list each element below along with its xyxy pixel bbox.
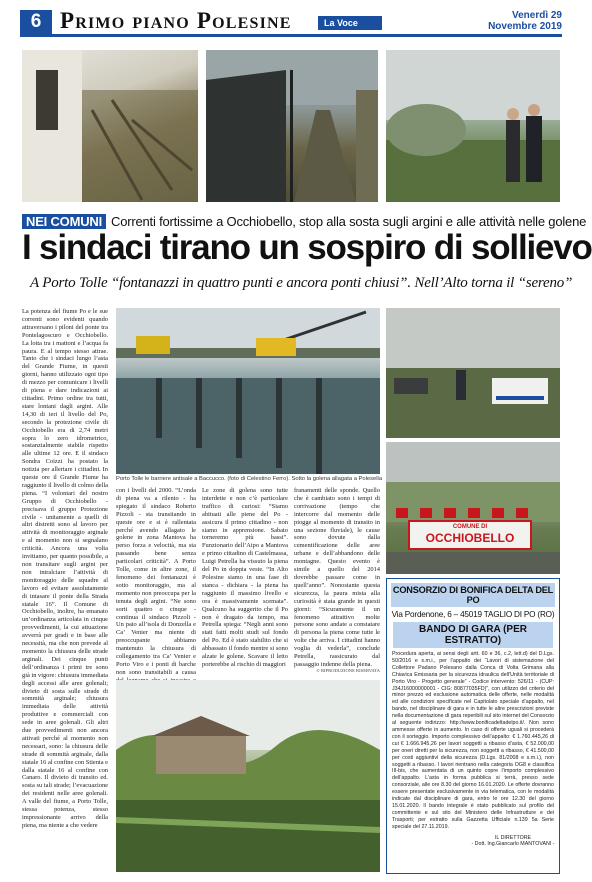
issue-date: [488, 10, 562, 32]
date-month: Novembre 2019: [488, 21, 562, 32]
section-title: Primo piano Polesine: [60, 8, 292, 33]
photo-sign-illustration: [386, 442, 560, 574]
kicker-text: Correnti fortissime a Occhiobello, stop alla sosta sugli argini e alle attività nelle golene: [111, 214, 587, 229]
article-kicker: [22, 214, 587, 229]
ad-address: Via Pordenone, 6 – 45019 TAGLIO DI PO (RO): [391, 610, 555, 619]
page-number: 6: [20, 10, 52, 34]
article-headline: I sindaci tirano un sospiro di sollievo: [22, 228, 592, 267]
page-header: [0, 0, 580, 50]
copyright-credit: © RIPRODUZIONE RISERVATA: [316, 668, 380, 673]
article-column-3: Le zone di golena sono tutte interdette e non c’è particolare traffico di curiosi: “Siamo abituati alle piene del Po - assicura il primo cittadino - non siamo in apprensione. Sabato torneremo più bassi”. Funzionario dell’Aipo a Mantova e primo cittadino di Castelmassa, Luigi Petrella ha vissuto la piena del Po in doppia veste. “In Alto Polesine siamo in una fase di stanca - dichiara - la piena ha raggiunto il massimo livello e ora è massivamente scemata”. Qualcuno ha suggerito che il Po non è dragato da tempo, ma Petrella spiega: “Negli anni sono stati fatti molti studi sul fondo del Po. Ed è stato stabilito che si abbassato il fondo mentre si sono alzate le golene. Scavare il letto porterebbe al rischio di maggiori: [202, 487, 288, 668]
photo-occhiobello-sign: [386, 442, 560, 574]
ad-title: CONSORZIO DI BONIFICA DELTA DEL PO: [392, 585, 554, 605]
newspaper-logo: La Voce: [318, 16, 382, 30]
ad-body: Procedura aperta, ai sensi degli artt. 60 e 36, c.2, lett.d) del D.Lgs. 50/2016 e s.m.i., per l’appalto dei “Lavori di sistemazione del Collettore Padano Polesano dalla Conca di Volta Grimana alla Chiavica Emissaria per la sicurezza idraulica dell’Unità territoriale di Porto Viro - Progetto generale” - Codice intervento: 526/11 - (CUP: J34J16000000001 - CIG: 80877035FD)”, con utilizzo del criterio del minor prezzo ed esclusione automatica delle offerte, nelle modalità ed alle condizioni specificate nel Capitolato speciale d’appalto, nel bando, nel disciplinare di gara e in tutte le altre prescrizioni previste nella documentazione di gara reperibili sul sito internet del Consorzio al seguente indirizzo: http://www.bonificadeltadelpo.it/. Non sono ammesse offerte in aumento. In caso di offerte uguali si procederà con il sorteggio. Importo complessivo dell’appalto: € 1.760.445,26 di cui € 1.666.945,26 per lavori soggetti a ribasso d’asta, € 52.000,00 per oneri diretti per la sicurezza, non soggetti a ribasso, € 41.500,00 per costi aggiuntivi della sicurezza (D.Lgs. 81/2008 e s.m.i.), non soggetti a ribasso. I lavori rientrano nella categoria OG8 e classifica III-bis, che aumentata di un quinto copre l’importo complessivo dell’appalto. L’asta in forma pubblica si terrà, presso sede consorziale, alle ore 8.30 del giorno 16.01.2020. Le offerte dovranno essere presentate esclusivamente in via telematica, con le modalità indicate dal disciplinare di gara, entro le ore 12.30 del giorno 15.01.2020. Il bando integrale è stato pubblicato sul profilo del committente e sul sito del Ministero delle Infrastrutture e dei Trasporti; per estratto sulla Gazzetta Ufficiale n.139 5a Serie speciale del 27.11.2019.: [392, 651, 554, 830]
ad-signature-name: - Dott. Ing.Giancarlo MANTOVANI -: [471, 840, 555, 847]
kicker-tag: NEI COMUNI: [22, 214, 106, 229]
town-sign-line2: OCCHIOBELLO: [425, 531, 515, 545]
header-rule: [20, 34, 562, 37]
article-column-1: La potenza del fiume Po e le sue correnti sono evidenti quando attraversano i piloni del ponte tra Pontelagoscuro e Occhiobello. La lotta tra i mattoni e l’acqua fa paura. E al tempo stesso attrae. Tanto che i sindaci lungo l’asta del Grande Fiume, in questi giorni, hanno utilizzato ogni tipo di mezzo per comunicare i livelli di piena e dare indicazioni ai cittadini. Primo ordine tra tutti, stare lontani dagli argini. Alle 14,30 di ieri il livello del Po, secondo la protezione civile di Occhiobello era di 2,74 metri sopra lo zero idrometrico, sostanzialmente stabile rispetto alle ultime 12 ore. E il sindaco Sondra Coizzi ha postato la notizia per allertare i cittadini. In queste ore il Grande Fiume ha raggiunto il livello di colmo della piena. “I volontari del nostro Gruppo di Occhiobello - precisava il gruppo Protezione civile - unitamente a quelli di altri distretti sono al lavoro per attività di monitoraggio arginale e al momento non si segnalano criticità. Ancora una volta invitiamo, per quanto possibile, a non transitare sugli argini per non intralciare l’attività di monitoraggio delle squadre al lavoro ed evitare assolutamente di intasare il ponte della Strada statale 16”. Il Comune di Occhiobello, inoltre, ha emanato un’ordinanza articolata in cinque provvedimenti, la cui attuazione avverrà per gradi e in base alle necessità, ma che non prevede al momento la chiusura delle strade arginali. Dei cinque punti dell’ordinanza i primi tre sono già in vigore: chiusura immediata degli accessi alle aree golenali; divieto di sosta sulle strade di sommità arginale; chiusura immediata delle attività produttive e commerciali con sede in aree golenali. Gli altri due provvedimenti non ancora attivati perché al momento non necessari, sono: la chiusura delle strade di sommità arginale, dalla statale 16 al confine con Stienta e dalla statale 16 al confine con Canaro. Il divieto di transito ed. sosta su tali strade; l’evacuazione dei residenti nelle aree golenali. A valle del fiume, a Porto Tolle, stessa potenza, stesso impressionante arrivo della piena, ma niente a che vedere: [22, 308, 108, 829]
photo-golena-illustration: [116, 680, 380, 872]
article-column-2: con i livelli del 2000. “L’onda di piena va a rilento - ha spiegato il sindaco Roberto Pizzoli - sta transitando in queste ore e si è rallentata perché avendo allagato le golene in zona Mantova ha perso forza e velocità, ma sta passando bene senza particolari criticità”. A Porto Tolle, come in altre zone, il fenomeno dei fontanazzi è sotto monitoraggio, ma al momento non preoccupa per la tenuta degli argini. “Ne sono sorti quattro o cinque - continua il sindaco Pizzoli - Un paio all’isola di Donzella e Ca’ Venier ma niente di preoccupante abbiamo mantenuto la chiusura di collegamento tra Ca’ Venier e Porto Viro e i ponti di barche non sono transitabili a causa: [116, 487, 196, 676]
photo-police-roadblock: [386, 308, 560, 438]
photo-flooded-house: [22, 50, 198, 202]
ad-signature-title: IL DIRETTORE: [494, 834, 532, 841]
ad-signature: [387, 835, 559, 847]
ad-bando-title: BANDO DI GARA (PER ESTRATTO): [393, 622, 553, 648]
photo-caption: Porto Tolle le barriere antisale a Baccucco. (foto di Celestino Ferro). Sotto la golena allagata a Polesella: [116, 476, 383, 482]
article-subhead: A Porto Tolle “fontanazzi in quattro punti e ancora ponti chiusi”. Nell’Alto torna il “sereno”: [30, 275, 573, 291]
photo-riverbank-people: [386, 50, 560, 202]
photo-bridge-river-illustration: [206, 50, 378, 202]
photo-bridge-river: [206, 50, 378, 202]
town-sign: [408, 520, 532, 550]
photo-riverbank-people-illustration: [386, 50, 560, 202]
photo-flooded-golena-polesella: [116, 680, 380, 872]
photo-flooded-house-illustration: [22, 50, 198, 202]
town-sign-line1: COMUNE DI: [452, 524, 488, 530]
date-weekday: Venerdì 29: [511, 10, 562, 21]
photo-police-illustration: [386, 308, 560, 438]
tender-notice-ad: [386, 578, 560, 874]
photo-barriers-baccucco: [116, 308, 380, 474]
photo-barriers-illustration: [116, 308, 380, 474]
article-column-4: franamenti delle sponde. Quello che è cambiato sono i tempi di corrivazione (tempo che intercorre dal momento delle piogge al momento di transito in una sezione fluviale), le cause sono dovute dalla cementificazione delle aree urbane e dell’abbandono delle montagne. Questo evento è simile a quello del 2014 dovrebbe passare come in quell’anno”. Nonostante questa sicurezza, la paura mista alla curiosità è stata grande in questi giorni: “Sicuramente il un fenomeno attrattivo molte persone sono andate a constatare di persona la piena come tutte le volte che arriva. I cittadini hanno voglia di vederla”, conclude Petrella, rassicurato dal passaggio indenne della piena.: [294, 487, 380, 668]
